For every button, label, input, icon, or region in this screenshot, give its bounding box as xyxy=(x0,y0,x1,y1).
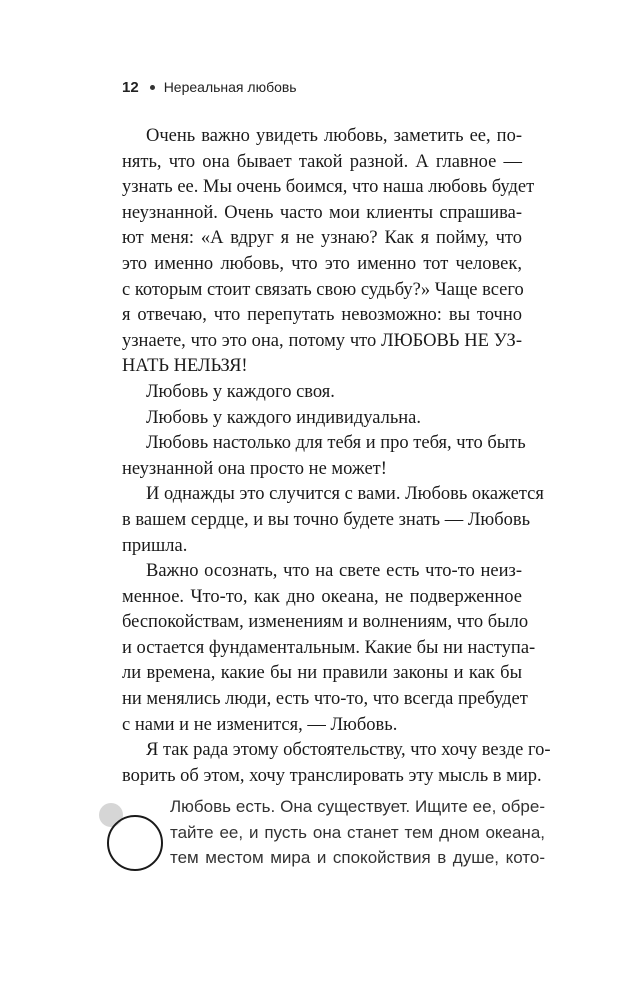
text-line: я отвечаю, что перепутать невозможно: вы точно xyxy=(122,305,522,326)
bullet-separator xyxy=(150,85,155,90)
text-line: неузнанной она просто не может! xyxy=(122,458,387,479)
text-line: в вашем сердце, и вы точно будете знать — Любовь xyxy=(122,509,531,530)
text-line: ни менялись люди, есть что-то, что всегда пребудет xyxy=(122,689,528,710)
text-line: с нами и не изменится, — Любовь. xyxy=(122,714,398,735)
text-line: с которым стоит связать свою судьбу?» Чаще всего xyxy=(122,279,524,300)
text-line: Любовь у каждого своя. xyxy=(146,381,335,402)
main-text xyxy=(122,124,551,789)
running-title: Нереальная любовь xyxy=(163,79,297,95)
text-line: пришла. xyxy=(122,535,188,556)
text-line: ли времена, какие бы ни правили законы и как бы xyxy=(122,663,522,684)
text-line: нять, что она бывает такой разной. А главное — xyxy=(122,151,522,172)
text-line: узнаете, что это она, потому что ЛЮБОВЬ НЕ УЗ- xyxy=(122,330,522,351)
text-line: тайте ее, и пусть она станет тем дном океана, xyxy=(170,822,545,842)
text-line: НАТЬ НЕЛЬЗЯ! xyxy=(122,356,248,377)
text-line: Любовь настолько для тебя и про тебя, что быть xyxy=(146,433,526,454)
text-line: Очень важно увидеть любовь, заметить ее, по- xyxy=(146,126,522,146)
text-line: ют меня: «А вдруг я не узнаю? Как я пойму, что xyxy=(122,228,522,249)
text-line: ворить об этом, хочу транслировать эту мысль в мир. xyxy=(122,765,542,786)
text-line: И однажды это случится с вами. Любовь окажется xyxy=(146,484,544,505)
text-line: беспокойствам, изменениям и волнениям, что было xyxy=(122,612,529,633)
text-line: менное. Что-то, как дно океана, не подверженное xyxy=(122,586,522,607)
text-line: и остается фундаментальным. Какие бы ни наступа- xyxy=(122,637,536,658)
text-line: Любовь у каждого индивидуальна. xyxy=(146,407,422,428)
circle-outline-icon xyxy=(107,815,163,871)
page-number: 12 xyxy=(122,79,139,96)
running-header xyxy=(122,79,297,96)
text-line: Любовь есть. Она существует. Ищите ее, обре- xyxy=(170,797,545,816)
text-line: тем местом мира и спокойствия в душе, кото- xyxy=(170,848,545,868)
text-line: неузнанной. Очень часто мои клиенты спрашива- xyxy=(122,202,522,223)
quote-block xyxy=(170,794,545,871)
text-line: это именно любовь, что это именно тот человек, xyxy=(122,253,522,274)
text-line: узнать ее. Мы очень боимся, что наша любовь будет xyxy=(122,177,535,198)
text-line: Важно осознать, что на свете есть что-то неиз- xyxy=(146,561,522,582)
text-line: Я так рада этому обстоятельству, что хочу везде го- xyxy=(146,740,551,761)
